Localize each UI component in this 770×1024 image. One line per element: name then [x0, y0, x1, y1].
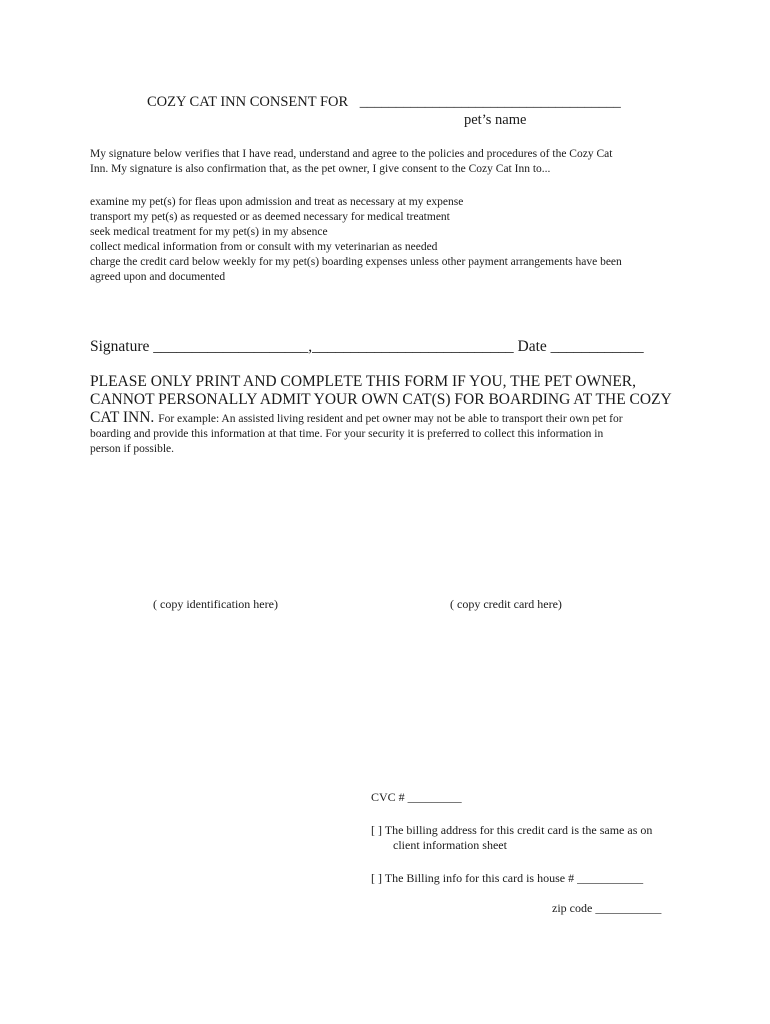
intro-paragraph	[90, 147, 680, 177]
zip-code-field[interactable]: zip code ___________	[552, 901, 662, 915]
billing-info-checkbox[interactable]: [ ] The Billing info for this card is house # ___________	[371, 871, 644, 885]
intro-line: Inn. My signature is also confirmation that, as the pet owner, I give consent to the Cozy Cat Inn to...	[90, 163, 551, 175]
copy-identification-area: ( copy identification here)	[153, 597, 278, 611]
notice-line	[90, 409, 690, 427]
form-title	[147, 94, 621, 111]
consent-item: transport my pet(s) as requested or as deemed necessary for medical treatment	[90, 211, 450, 223]
notice-line: PLEASE ONLY PRINT AND COMPLETE THIS FORM IF YOU, THE PET OWNER,	[90, 373, 637, 390]
consent-item: agreed upon and documented	[90, 271, 226, 283]
form-title-text: COZY CAT INN CONSENT FOR	[147, 94, 349, 110]
intro-line: My signature below verifies that I have read, understand and agree to the policies and procedures of the Cozy Cat	[90, 148, 613, 160]
notice-line: CANNOT PERSONALLY ADMIT YOUR OWN CAT(S) FOR BOARDING AT THE COZY	[90, 391, 672, 408]
notice-line: boarding and provide this information at that time. For your security it is preferred to collect this information in	[90, 428, 604, 440]
consent-item: seek medical treatment for my pet(s) in my absence	[90, 226, 328, 238]
billing-same-continuation: client information sheet	[393, 838, 507, 852]
consent-list	[90, 195, 690, 285]
pet-name-caption: pet’s name	[464, 112, 527, 128]
cvc-field[interactable]: CVC # _________	[371, 790, 462, 804]
notice-block	[90, 373, 690, 427]
copy-credit-card-area: ( copy credit card here)	[450, 597, 562, 611]
billing-same-checkbox[interactable]: [ ] The billing address for this credit card is the same as on	[371, 823, 653, 837]
notice-continuation	[90, 427, 690, 457]
notice-example: For example: An assisted living resident and pet owner may not be able to transport their own pet for	[158, 413, 623, 425]
notice-line: person if possible.	[90, 443, 175, 455]
consent-item: examine my pet(s) for fleas upon admission and treat as necessary at my expense	[90, 196, 464, 208]
notice-line-big: CAT INN.	[90, 409, 155, 426]
consent-item: collect medical information from or consult with my veterinarian as needed	[90, 241, 438, 253]
pet-name-blank[interactable]: ____________________________________	[359, 94, 621, 110]
signature-date-line[interactable]: Signature ____________________,__________________________ Date ____________	[90, 338, 644, 355]
consent-item: charge the credit card below weekly for my pet(s) boarding expenses unless other payment arrangements have been	[90, 256, 622, 268]
